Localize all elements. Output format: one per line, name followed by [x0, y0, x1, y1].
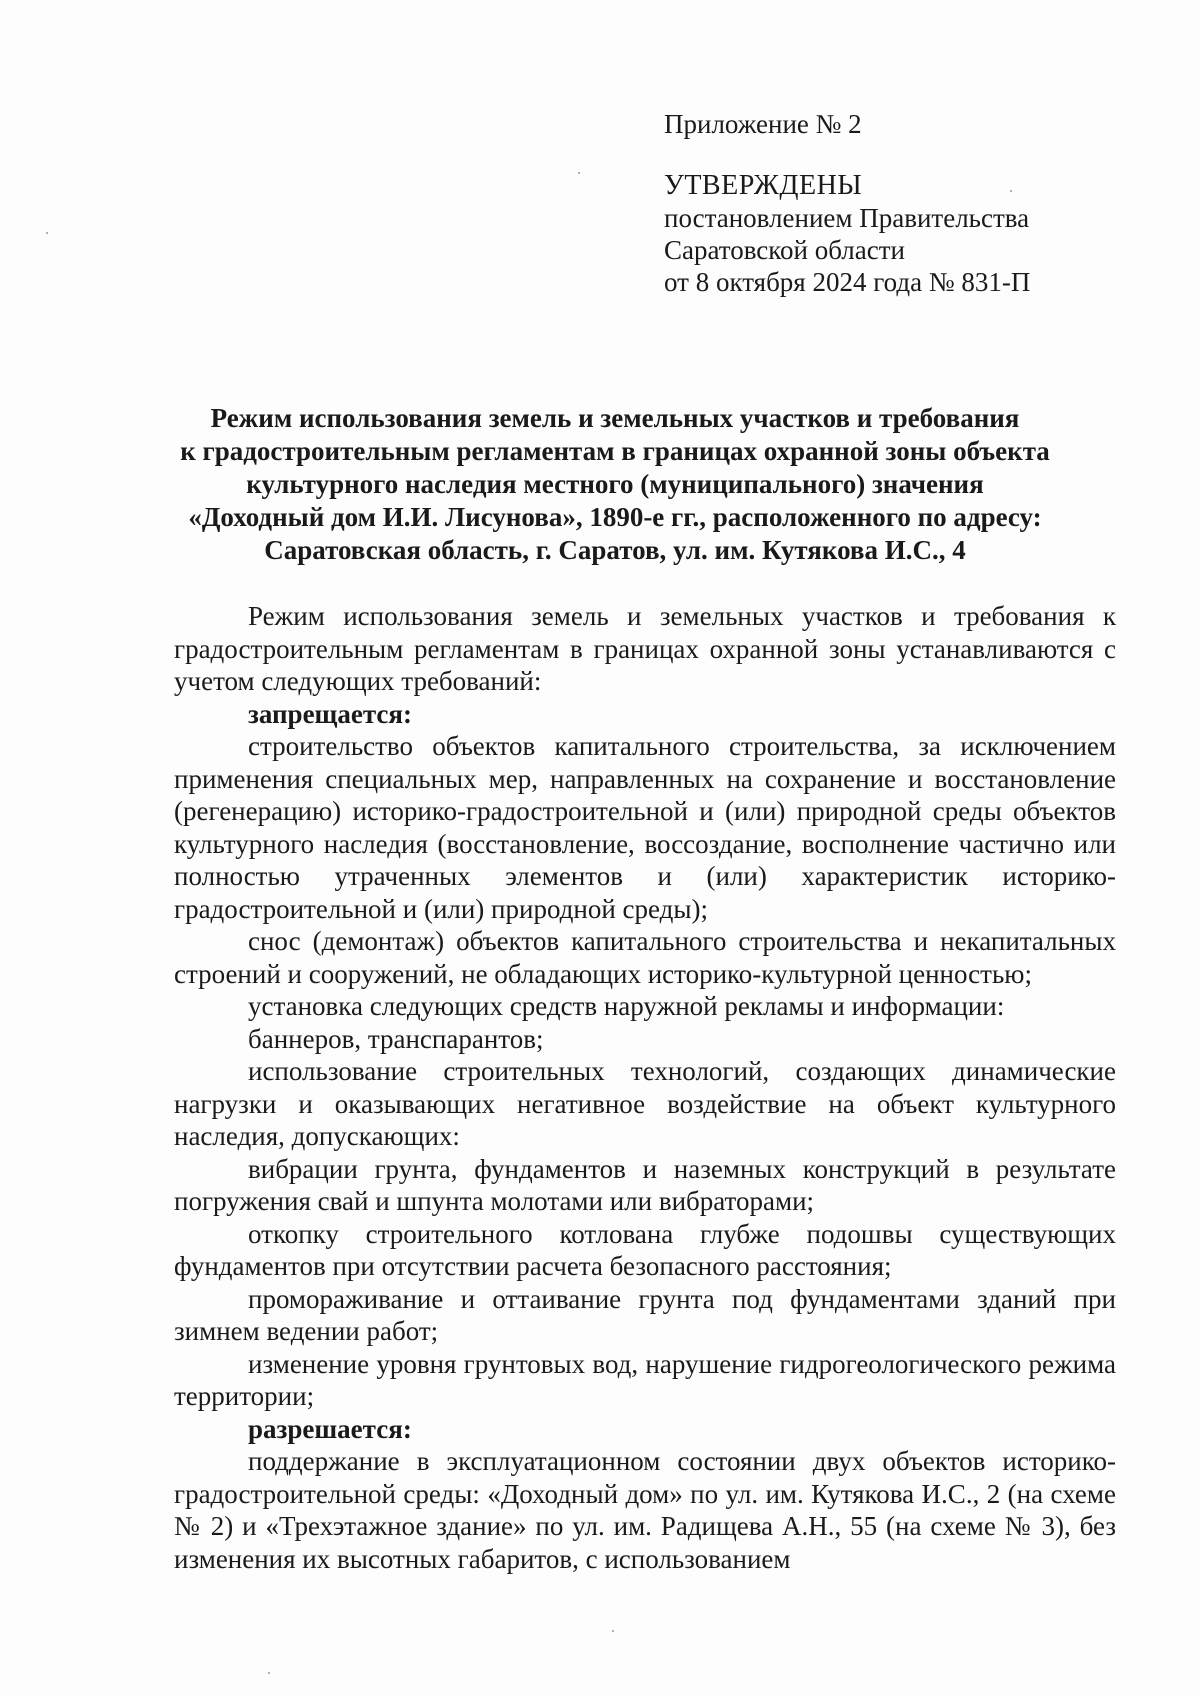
document-body — [174, 600, 1116, 1575]
body-paragraph: поддержание в эксплуатационном состоянии двух объектов историко-градостроительной среды: «Доходный дом» по ул. им. Кутякова И.С., 2 (на схеме № 2) и «Трехэтажное здание» по ул. им. Радищева А.Н., 55 (на схеме № 3), без изменения их высотных габаритов, с использованием — [174, 1446, 1116, 1574]
title-line: Саратовская область, г. Саратов, ул. им. Кутякова И.С., 4 — [264, 535, 966, 565]
scan-speck — [612, 1630, 614, 1632]
body-paragraph: изменение уровня грунтовых вод, нарушение гидрогеологического режима территории; — [174, 1348, 1116, 1411]
section-heading-permitted: разрешается: — [248, 1413, 412, 1444]
title-line: «Доходный дом И.И. Лисунова», 1890-е гг., расположенного по адресу: — [188, 502, 1042, 532]
approval-block — [664, 108, 1124, 298]
approval-line: постановлением Правительства — [664, 203, 1030, 233]
document-title — [150, 402, 1080, 567]
body-paragraph: строительство объектов капитального строительства, за исключением применения специальных мер, направленных на сохранение и восстановление (регенерацию) историко-градостроительной и (или) природной среды объектов культурного наследия (восстановление, воссоздание, восполнение частично или полностью утраченных элементов и (или) характеристик историко-градостроительной и (или) природной среды); — [174, 731, 1116, 924]
body-paragraph: промораживание и оттаивание грунта под фундаментами зданий при зимнем ведении работ; — [174, 1283, 1116, 1346]
annex-number: Приложение № 2 — [664, 109, 862, 139]
scan-speck — [46, 232, 48, 234]
title-line: культурного наследия местного (муниципального) значения — [246, 469, 984, 499]
section-heading-prohibited: запрещается: — [248, 698, 413, 729]
body-paragraph: вибрации грунта, фундаментов и наземных конструкций в результате погружения свай и шпунта молотами или вибраторами; — [174, 1153, 1116, 1216]
body-paragraph: откопку строительного котлована глубже подошвы существующих фундаментов при отсутствии расчета безопасного расстояния; — [174, 1218, 1116, 1281]
body-paragraph: снос (демонтаж) объектов капитального строительства и некапитальных строений и сооружений, не обладающих историко-культурной ценностью; — [174, 926, 1116, 989]
approved-heading: УТВЕРЖДЕНЫ — [664, 170, 863, 201]
scan-speck — [1010, 190, 1012, 192]
body-paragraph: баннеров, транспарантов; — [248, 1023, 544, 1054]
body-paragraph: установка следующих средств наружной рекламы и информации: — [248, 991, 1005, 1021]
body-paragraph: использование строительных технологий, создающих динамические нагрузки и оказывающих негативное воздействие на объект культурного наследия, допускающих: — [174, 1056, 1116, 1151]
approval-line: от 8 октября 2024 года № 831-П — [664, 267, 1031, 297]
title-line: к градостроительным регламентам в границах охранной зоны объекта — [180, 436, 1050, 466]
body-paragraph: Режим использования земель и земельных участков и требования к градостроительным регламентам в границах охранной зоны устанавливаются с учетом следующих требований: — [174, 601, 1116, 696]
approval-line: Саратовской области — [664, 235, 905, 265]
title-line: Режим использования земель и земельных участков и требования — [210, 403, 1020, 433]
scan-speck — [268, 1672, 270, 1674]
scan-speck — [578, 172, 580, 174]
